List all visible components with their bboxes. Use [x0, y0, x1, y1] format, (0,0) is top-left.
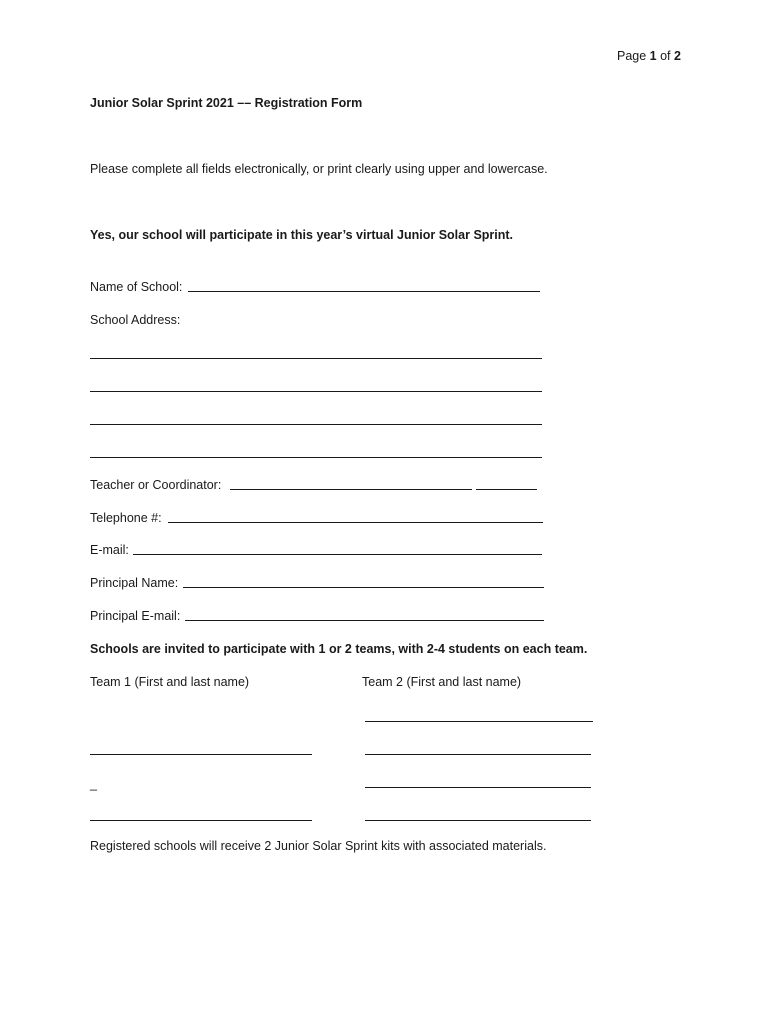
telephone-field[interactable] — [168, 521, 543, 523]
team2-member-3-field[interactable] — [365, 786, 591, 788]
team1-label: Team 1 (First and last name) — [90, 675, 250, 689]
school-name-row — [90, 279, 182, 295]
email-label: E-mail: — [90, 543, 129, 557]
email-field[interactable] — [133, 553, 542, 555]
address-line-2[interactable] — [90, 390, 542, 392]
teacher-field[interactable] — [230, 488, 472, 490]
team1-member-2-field[interactable] — [90, 819, 312, 821]
telephone-label: Telephone #: — [90, 511, 162, 525]
participation-statement: Yes, our school will participate in this year’s virtual Junior Solar Sprint. — [90, 228, 514, 242]
address-line-1[interactable] — [90, 357, 542, 359]
page-current: 1 — [649, 49, 657, 63]
team2-member-2-field[interactable] — [365, 753, 591, 755]
school-name-field[interactable] — [188, 290, 540, 292]
page-sep: of — [656, 49, 674, 63]
team2-member-4-field[interactable] — [365, 819, 591, 821]
principal-name-label: Principal Name: — [90, 576, 179, 590]
team1-member-1-field[interactable] — [90, 753, 312, 755]
footer-note: Registered schools will receive 2 Junior Solar Sprint kits with associated materials. — [90, 839, 547, 853]
teacher-label: Teacher or Coordinator: — [90, 478, 222, 492]
teams-note: Schools are invited to participate with 1 or 2 teams, with 2-4 students on each team. — [90, 642, 588, 656]
address-line-4[interactable] — [90, 456, 542, 458]
instructions-text: Please complete all fields electronically, or print clearly using upper and lowercase. — [90, 162, 548, 176]
page-total: 2 — [674, 49, 681, 63]
principal-email-label: Principal E-mail: — [90, 609, 181, 623]
address-line-3[interactable] — [90, 423, 542, 425]
school-address-label: School Address: — [90, 313, 181, 327]
team2-member-1-field[interactable] — [365, 720, 593, 722]
team1-stray-mark: _ — [90, 777, 97, 791]
team2-label: Team 2 (First and last name) — [362, 675, 522, 689]
principal-email-field[interactable] — [185, 619, 544, 621]
form-title: Junior Solar Sprint 2021 –– Registration Form — [90, 96, 363, 110]
page-number — [617, 48, 681, 64]
school-name-label: Name of School: — [90, 280, 183, 294]
principal-name-field[interactable] — [183, 586, 544, 588]
teacher-extra-field[interactable] — [476, 488, 537, 490]
page-prefix: Page — [617, 49, 650, 63]
